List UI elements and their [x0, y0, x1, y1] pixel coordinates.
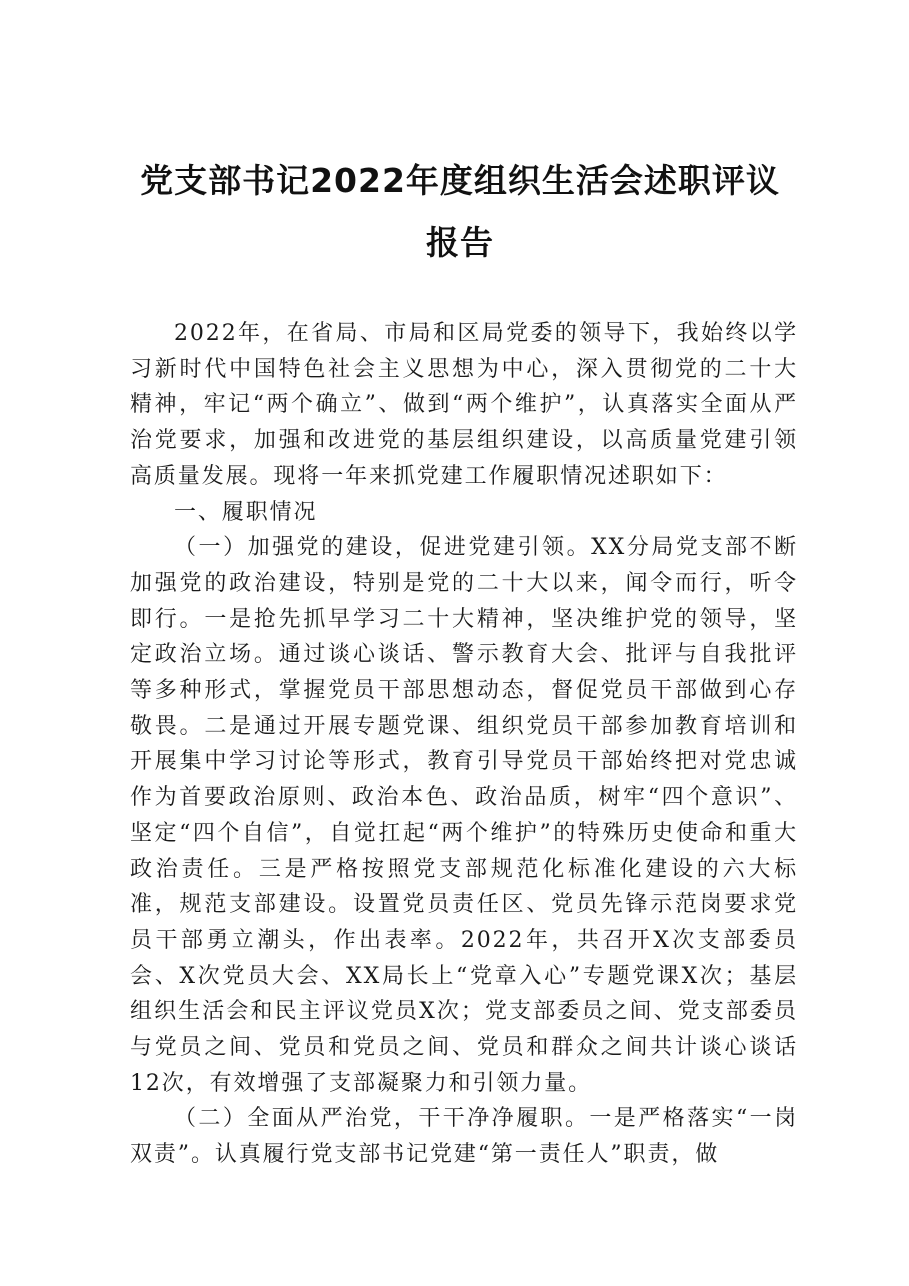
- body-paragraph: （一）加强党的建设，促进党建引领。XX分局党支部不断加强党的政治建设，特别是党的二十大以来，闻令而行，听令即行。一是抢先抓早学习二十大精神，坚决维护党的领导，坚定政治立场。通过谈心谈话、警示教育大会、批评与自我批评等多种形式，掌握党员干部思想动态，督促党员干部做到心存敬畏。二是通过开展专题党课、组织党员干部参加教育培训和开展集中学习讨论等形式，教育引导党员干部始终把对党忠诚作为首要政治原则、政治本色、政治品质，树牢“四个意识”、坚定“四个自信”，自觉扛起“两个维护”的特殊历史使命和重大政治责任。三是严格按照党支部规范化标准化建设的六大标准，规范支部建设。设置党员责任区、党员先锋示范岗要求党员干部勇立潮头，作出表率。2022年，共召开X次支部委员会、X次党员大会、XX局长上“党章入心”专题党课X次；基层组织生活会和民主评议党员X次；党支部委员之间、党支部委员与党员之间、党员和党员之间、党员和群众之间共计谈心谈话12次，有效增强了支部凝聚力和引领力量。: [130, 535, 798, 1096]
- body-paragraph: （二）全面从严治党，干干净净履职。一是严格落实“一岗双责”。认真履行党支部书记党建“第一责任人”职责，做: [130, 1106, 798, 1168]
- section-heading: 一、履职情况: [174, 499, 318, 525]
- document-body: [130, 316, 798, 1173]
- document-title: 党支部书记2022年度组织生活会述职评议报告: [140, 161, 780, 262]
- intro-paragraph: 2022年，在省局、市局和区局党委的领导下，我始终以学习新时代中国特色社会主义思想为中心，深入贯彻党的二十大精神，牢记“两个确立”、做到“两个维护”，认真落实全面从严治党要求，加强和改进党的基层组织建设，以高质量党建引领高质量发展。现将一年来抓党建工作履职情况述职如下：: [130, 321, 798, 489]
